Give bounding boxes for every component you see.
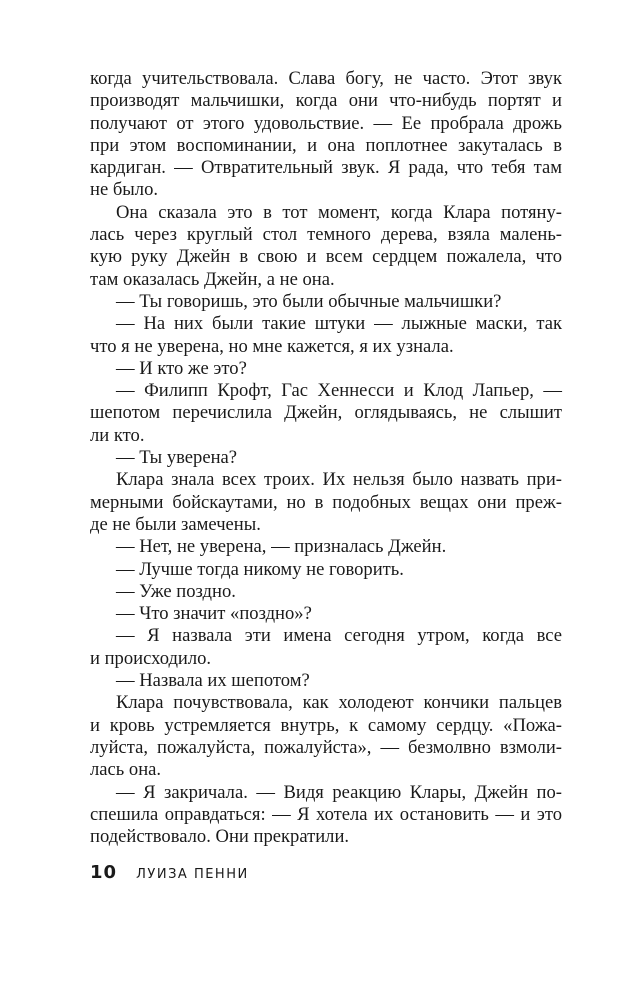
body-text [90,68,562,848]
text-line: — И кто же это? [116,357,247,379]
page-footer [90,862,249,883]
text-line: Клара почувствовала, как холодеют кончики пальцев [116,692,562,714]
text-line: подействовало. Они прекратили. [90,826,350,848]
text-line: — Лучше тогда никому не говорить. [116,558,404,580]
text-line: кардиган. — Отвратительный звук. Я рада, что тебя там [90,157,562,179]
text-line: производят мальчишки, когда они что-нибудь портят и [90,90,562,112]
text-line: когда учительствовала. Слава богу, не часто. Этот звук [90,68,562,89]
text-line: получают от этого удовольствие. — Ее пробрала дрожь [90,112,562,134]
text-line: — Уже поздно. [116,580,236,602]
text-line: луйста, пожалуйста, пожалуйста», — безмолвно взмоли- [90,736,562,758]
text-line: при этом воспоминании, и она поплотнее закуталась в [90,134,562,156]
text-line: и кровь устремляется внутрь, к самому сердцу. «Пожа- [90,714,562,736]
text-line: там оказалась Джейн, а не она. [90,268,335,290]
text-line: Она сказала это в тот момент, когда Клара потяну- [116,201,562,223]
running-head-author: ЛУИЗА ПЕННИ [136,867,249,882]
text-line: не было. [90,179,159,201]
text-line: — Ты уверена? [116,447,238,469]
text-line: спешила оправдаться: — Я хотела их остановить — и это [90,803,562,825]
text-line: ли кто. [90,424,145,446]
text-line: — Нет, не уверена, — призналась Джейн. [116,536,447,558]
text-line: и происходило. [90,647,212,669]
text-line: Клара знала всех троих. Их нельзя было назвать при- [116,469,562,491]
text-line: — Филипп Крофт, Гас Хеннесси и Клод Лапьер, — [116,380,562,402]
text-line: лась она. [90,759,162,781]
text-line: шепотом перечислила Джейн, оглядываясь, не слышит [90,402,562,424]
text-line: — Что значит «поздно»? [116,603,312,625]
text-line: — Ты говоришь, это были обычные мальчишки? [116,290,502,312]
text-line: лась через круглый стол темного дерева, взяла малень- [90,224,562,246]
text-line: что я не уверена, но мне кажется, я их узнала. [90,335,454,357]
text-line: — Назвала их шепотом? [116,670,310,692]
text-line: — На них были такие штуки — лыжные маски, так [116,313,562,335]
text-line: де не были замечены. [90,513,261,535]
text-line: — Я назвала эти имена сегодня утром, когда все [116,625,562,647]
text-line: кую руку Джейн в свою и всем сердцем пожалела, что [90,246,562,268]
text-line: мерными бойскаутами, но в подобных вещах они преж- [90,491,562,513]
page-number: 10 [90,862,118,883]
text-line: — Я закричала. — Видя реакцию Клары, Джейн по- [116,781,562,803]
